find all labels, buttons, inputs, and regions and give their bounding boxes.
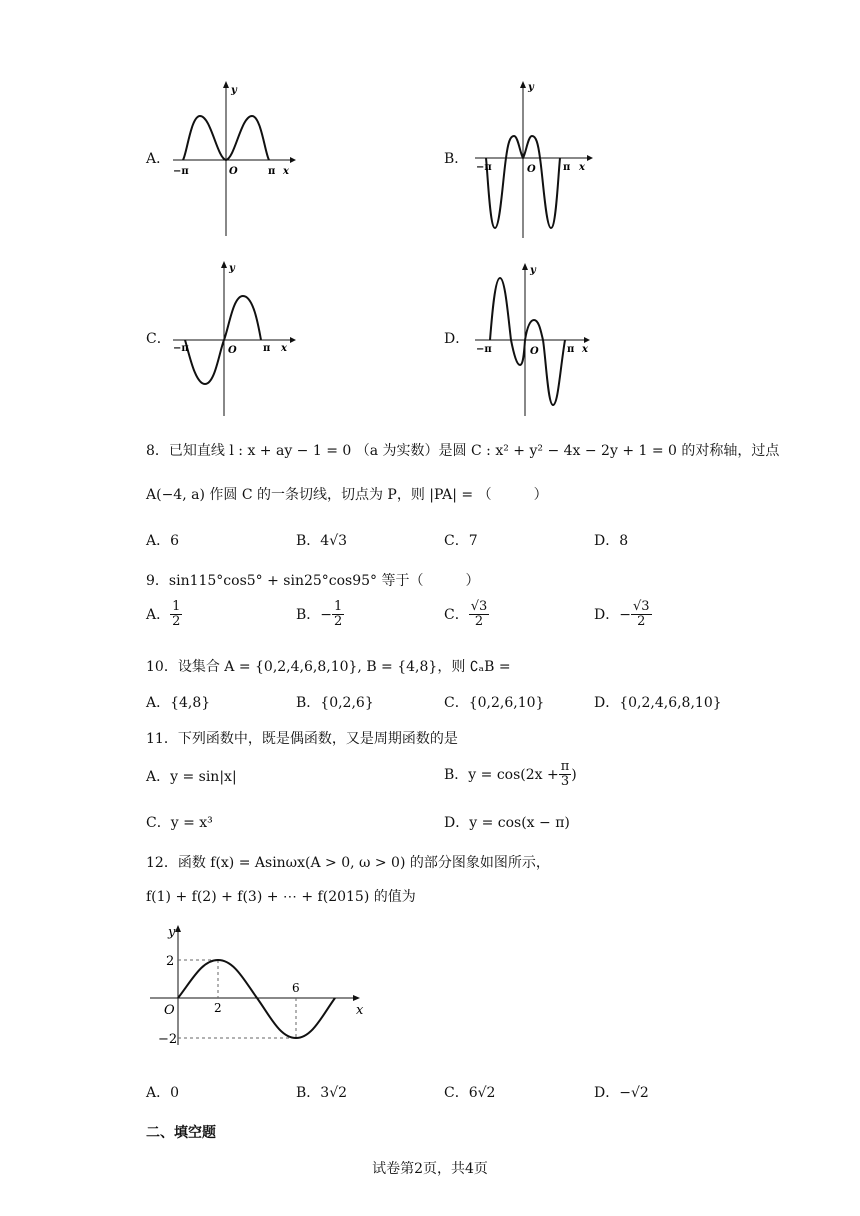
q12-origin: O bbox=[164, 1003, 175, 1018]
graph-d-origin: O bbox=[530, 346, 539, 357]
q10-option-d: D．{0,2,4,6,8,10} bbox=[594, 695, 722, 711]
q8-option-d: D．8 bbox=[594, 533, 629, 549]
q9-option-a-den: 2 bbox=[172, 614, 181, 630]
q12-line2: f(1) + f(2) + f(3) + ⋯ + f(2015) 的值为 bbox=[146, 889, 416, 905]
page-footer: 试卷第2页，共4页 bbox=[372, 1161, 488, 1177]
q12-x-six: 6 bbox=[292, 981, 300, 995]
q9-option-c-num: √3 bbox=[470, 599, 488, 614]
graph-option-d-label: D． bbox=[444, 331, 470, 347]
q9-option-b-den: 2 bbox=[334, 614, 343, 630]
graph-d-neg-pi: −π bbox=[476, 344, 492, 355]
q9-option-a bbox=[146, 600, 182, 630]
q9-option-d-label: D．− bbox=[594, 606, 631, 623]
q11-option-b bbox=[444, 760, 577, 790]
q11-option-b-post: ) bbox=[571, 766, 577, 783]
graph-a-y-label: y bbox=[231, 85, 237, 96]
graph-d-x-label: x bbox=[582, 344, 588, 355]
graph-option-c-label: C． bbox=[146, 331, 171, 347]
q12-option-c: C．6√2 bbox=[444, 1085, 496, 1101]
graph-c bbox=[165, 258, 300, 418]
q11-option-a: A．y = sin|x| bbox=[146, 769, 237, 785]
q9-option-a-label: A． bbox=[146, 606, 171, 623]
graph-b-x-label: x bbox=[579, 162, 585, 173]
graph-a bbox=[165, 78, 300, 238]
graph-option-b-label: B． bbox=[444, 151, 469, 167]
q8-option-a: A．6 bbox=[146, 533, 180, 549]
q9-option-b-num: 1 bbox=[334, 599, 343, 614]
q12-x-label: x bbox=[356, 1003, 364, 1018]
graph-b-y-label: y bbox=[528, 82, 534, 93]
q9-option-a-num: 1 bbox=[172, 599, 181, 614]
graph-c-pi: π bbox=[263, 343, 271, 354]
q12-option-b: B．3√2 bbox=[296, 1085, 348, 1101]
q9-option-c bbox=[444, 600, 489, 630]
q9-option-d-den: 2 bbox=[637, 614, 646, 630]
q11-option-b-pre: B．y = cos(2x + bbox=[444, 766, 559, 783]
q12-option-a: A．0 bbox=[146, 1085, 180, 1101]
q10-option-b: B．{0,2,6} bbox=[296, 695, 374, 711]
graph-c-neg-pi: −π bbox=[173, 343, 189, 354]
graph-a-neg-pi: −π bbox=[173, 166, 189, 177]
q11-option-b-den: 3 bbox=[560, 774, 570, 790]
q12-line1: 12．函数 f(x) = Asinωx(A > 0, ω > 0) 的部分图象如图所示， bbox=[146, 855, 550, 871]
q12-graph bbox=[148, 920, 378, 1060]
q12-y-two: 2 bbox=[166, 954, 175, 969]
graph-a-pi: π bbox=[268, 166, 276, 177]
graph-a-origin: O bbox=[229, 166, 238, 177]
graph-c-y-label: y bbox=[229, 263, 235, 274]
q9-option-d-num: √3 bbox=[632, 599, 650, 614]
q12-curve bbox=[178, 960, 335, 1038]
q9-option-c-label: C． bbox=[444, 606, 469, 623]
q11-text: 11．下列函数中，既是偶函数，又是周期函数的是 bbox=[146, 731, 458, 747]
section-title: 二、填空题 bbox=[146, 1125, 216, 1141]
q10-text: 10．设集合 A = {0,2,4,6,8,10}, B = {4,8}，则 ∁ₐB = bbox=[146, 659, 511, 675]
q10-option-a: A．{4,8} bbox=[146, 695, 211, 711]
graph-c-origin: O bbox=[228, 345, 237, 356]
q11-option-d: D．y = cos(x − π) bbox=[444, 815, 570, 831]
q12-option-d: D．−√2 bbox=[594, 1085, 649, 1101]
q11-option-b-num: π bbox=[560, 759, 570, 774]
graph-b-origin: O bbox=[527, 164, 536, 175]
q12-y-neg-two: −2 bbox=[158, 1032, 178, 1047]
q12-x-two: 2 bbox=[214, 1001, 222, 1015]
graph-d-pi: π bbox=[567, 344, 575, 355]
q9-option-d bbox=[594, 600, 652, 630]
q11-option-c: C．y = x³ bbox=[146, 815, 213, 831]
graph-c-x-label: x bbox=[281, 343, 287, 354]
q12-y-label: y bbox=[168, 925, 176, 940]
graph-d-y-label: y bbox=[530, 265, 536, 276]
q9-text: 9．sin115°cos5° + sin25°cos95° 等于（ ） bbox=[146, 573, 480, 589]
graph-a-x-label: x bbox=[283, 166, 289, 177]
q8-option-c: C．7 bbox=[444, 533, 478, 549]
q8-line2: A(−4, a) 作圆 C 的一条切线，切点为 P，则 |PA| = （ ） bbox=[146, 487, 548, 503]
graph-b-pi: π bbox=[563, 162, 571, 173]
graph-d-curve bbox=[490, 278, 565, 405]
graph-b bbox=[470, 78, 600, 240]
q8-option-b: B．4√3 bbox=[296, 533, 348, 549]
q9-option-b bbox=[296, 600, 344, 630]
graph-d bbox=[470, 260, 595, 418]
graph-option-a-label: A． bbox=[146, 151, 171, 167]
q8-line1: 8．已知直线 l : x + ay − 1 = 0 （a 为实数）是圆 C : x² + y² − 4x − 2y + 1 = 0 的对称轴，过点 bbox=[146, 443, 780, 459]
q9-option-c-den: 2 bbox=[474, 614, 484, 630]
graph-b-neg-pi: −π bbox=[476, 162, 492, 173]
q9-option-b-label: B．− bbox=[296, 606, 333, 623]
q10-option-c: C．{0,2,6,10} bbox=[444, 695, 545, 711]
